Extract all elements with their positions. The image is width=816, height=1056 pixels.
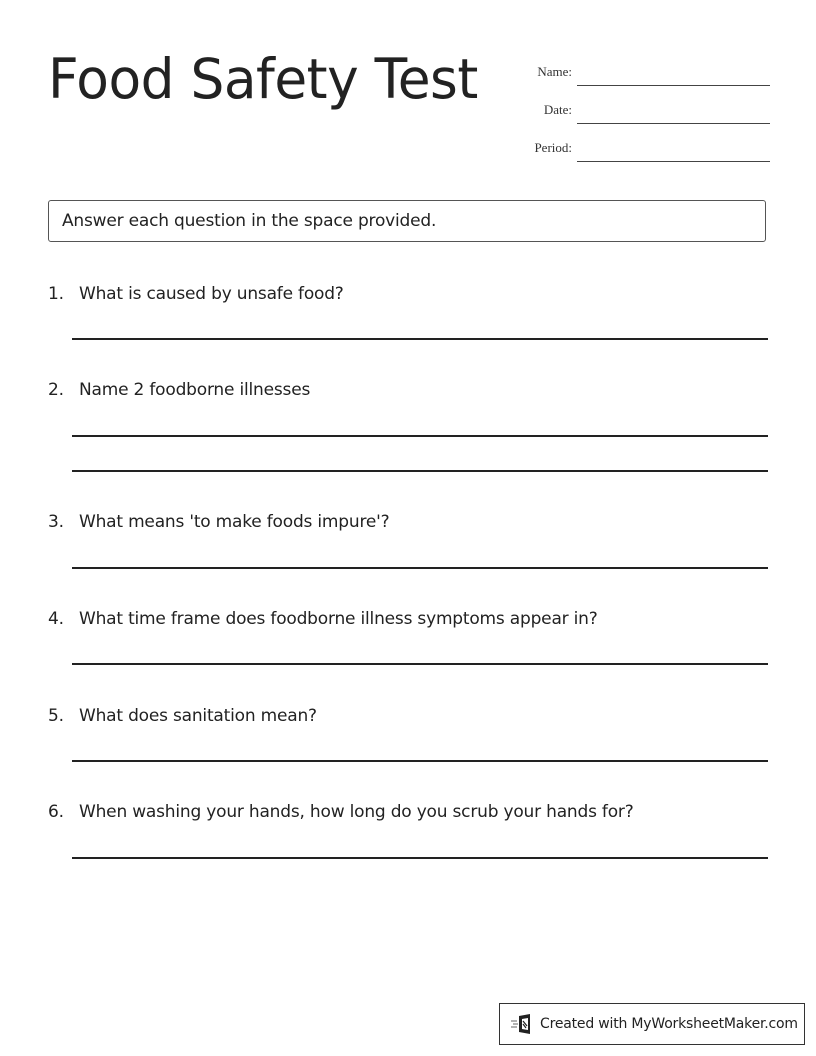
- answer-line-6[interactable]: [72, 857, 768, 859]
- question-number: 3.: [48, 512, 64, 532]
- question-number: 5.: [48, 706, 64, 726]
- answer-line-5[interactable]: [72, 760, 768, 762]
- created-with-label: Created with MyWorksheetMaker.com: [540, 1016, 798, 1032]
- question-text: What does sanitation mean?: [79, 706, 317, 726]
- question-number: 1.: [48, 284, 64, 304]
- period-input-line[interactable]: [577, 138, 770, 162]
- answer-line-2a[interactable]: [72, 435, 768, 437]
- question-text: Name 2 foodborne illnesses: [79, 380, 311, 400]
- question-text: What is caused by unsafe food?: [79, 284, 344, 304]
- period-field: [520, 124, 770, 162]
- date-label: Date:: [543, 102, 572, 117]
- instructions-box: Answer each question in the space provided.: [48, 200, 766, 242]
- question-number: 4.: [48, 609, 64, 629]
- date-input-line[interactable]: [577, 100, 770, 124]
- question-text: When washing your hands, how long do you scrub your hands for?: [79, 802, 634, 822]
- worksheet-title: Food Safety Test: [48, 47, 478, 111]
- question-number: 2.: [48, 380, 64, 400]
- name-input-line[interactable]: [577, 62, 770, 86]
- question-text: What time frame does foodborne illness symptoms appear in?: [79, 609, 598, 629]
- answer-line-2b[interactable]: [72, 470, 768, 472]
- answer-line-3[interactable]: [72, 567, 768, 569]
- answer-line-4[interactable]: [72, 663, 768, 665]
- answer-line-1[interactable]: [72, 338, 768, 340]
- question-number: 6.: [48, 802, 64, 822]
- name-field: [520, 48, 770, 86]
- worksheet-logo-icon: [510, 1013, 534, 1035]
- created-with-badge[interactable]: [499, 1003, 805, 1045]
- question-text: What means 'to make foods impure'?: [79, 512, 390, 532]
- period-label: Period:: [534, 140, 572, 155]
- student-info-fields: [520, 48, 770, 162]
- name-label: Name:: [537, 64, 572, 79]
- date-field: [520, 86, 770, 124]
